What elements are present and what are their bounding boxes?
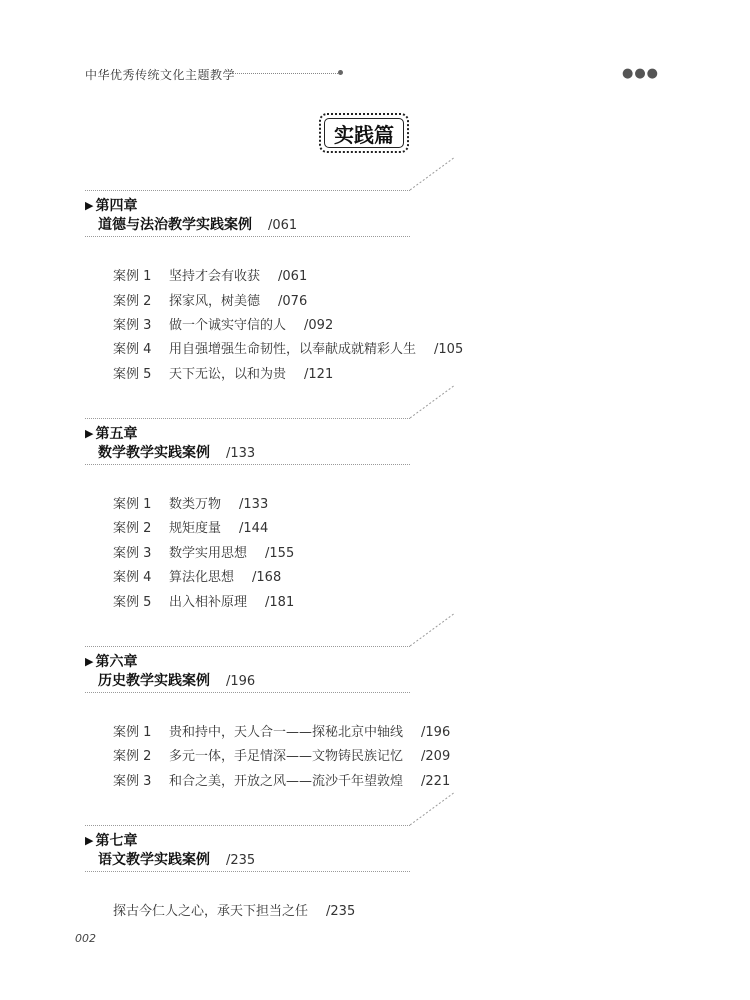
separator-slant [410,385,470,420]
toc-entry: 案例 2 探家风，树美德 /076 [113,294,308,309]
section-badge [319,113,409,153]
chapter-separator [85,825,410,826]
triangle-marker-icon: ▶ [85,199,94,212]
chapter-page: /133 [226,446,256,461]
chapter-title: 语文教学实践案例 /235 [98,852,256,868]
page-number: 002 [75,932,96,945]
toc-entry: 探古今仁人之心，承天下担当之任 /235 [113,904,356,919]
more-dots-icon: ●●● [622,66,660,81]
chapter-title: 数学教学实践案例 /133 [98,445,256,461]
chapter-underline [85,692,410,693]
toc-entry: 案例 1 贵和持中，天人合一——探秘北京中轴线 /196 [113,725,451,740]
triangle-marker-icon: ▶ [85,655,94,668]
toc-entry: 案例 4 用自强增强生命韧性，以奉献成就精彩人生 /105 [113,342,464,357]
toc-entry: 案例 5 天下无讼，以和为贵 /121 [113,367,334,382]
chapter-separator [85,646,410,647]
triangle-marker-icon: ▶ [85,427,94,440]
chapter-title: 历史教学实践案例 /196 [98,673,256,689]
separator-slant [410,792,470,827]
section-title: 实践篇 [324,118,404,148]
chapter-underline [85,464,410,465]
toc-entry: 案例 1 数类万物 /133 [113,497,269,512]
triangle-marker-icon: ▶ [85,834,94,847]
separator-slant [410,157,470,192]
header-rule-dot [338,70,343,75]
toc-entry: 案例 3 做一个诚实守信的人 /092 [113,318,334,333]
chapter-underline [85,236,410,237]
chapter-underline [85,871,410,872]
chapter-number: ▶ 第六章 [85,654,138,670]
separator-slant [410,613,470,648]
header-dotted-rule [232,73,340,74]
chapter-separator [85,418,410,419]
toc-entry: 案例 5 出入相补原理 /181 [113,595,295,610]
toc-entry: 案例 1 坚持才会有收获 /061 [113,269,308,284]
chapter-title: 道德与法治教学实践案例 /061 [98,217,298,233]
chapter-number: ▶ 第五章 [85,426,138,442]
chapter-number: ▶ 第四章 [85,198,138,214]
toc-entry: 案例 2 多元一体，手足情深——文物铸民族记忆 /209 [113,749,451,764]
toc-entry: 案例 2 规矩度量 /144 [113,521,269,536]
chapter-separator [85,190,410,191]
toc-entry: 案例 3 和合之美，开放之风——流沙千年望敦煌 /221 [113,774,451,789]
chapter-page: /196 [226,674,256,689]
toc-entry: 案例 3 数学实用思想 /155 [113,546,295,561]
chapter-page: /235 [226,853,256,868]
chapter-number: ▶ 第七章 [85,833,138,849]
chapter-page: /061 [268,218,298,233]
toc-entry: 案例 4 算法化思想 /168 [113,570,282,585]
book-title: 中华优秀传统文化主题教学 [85,68,236,82]
